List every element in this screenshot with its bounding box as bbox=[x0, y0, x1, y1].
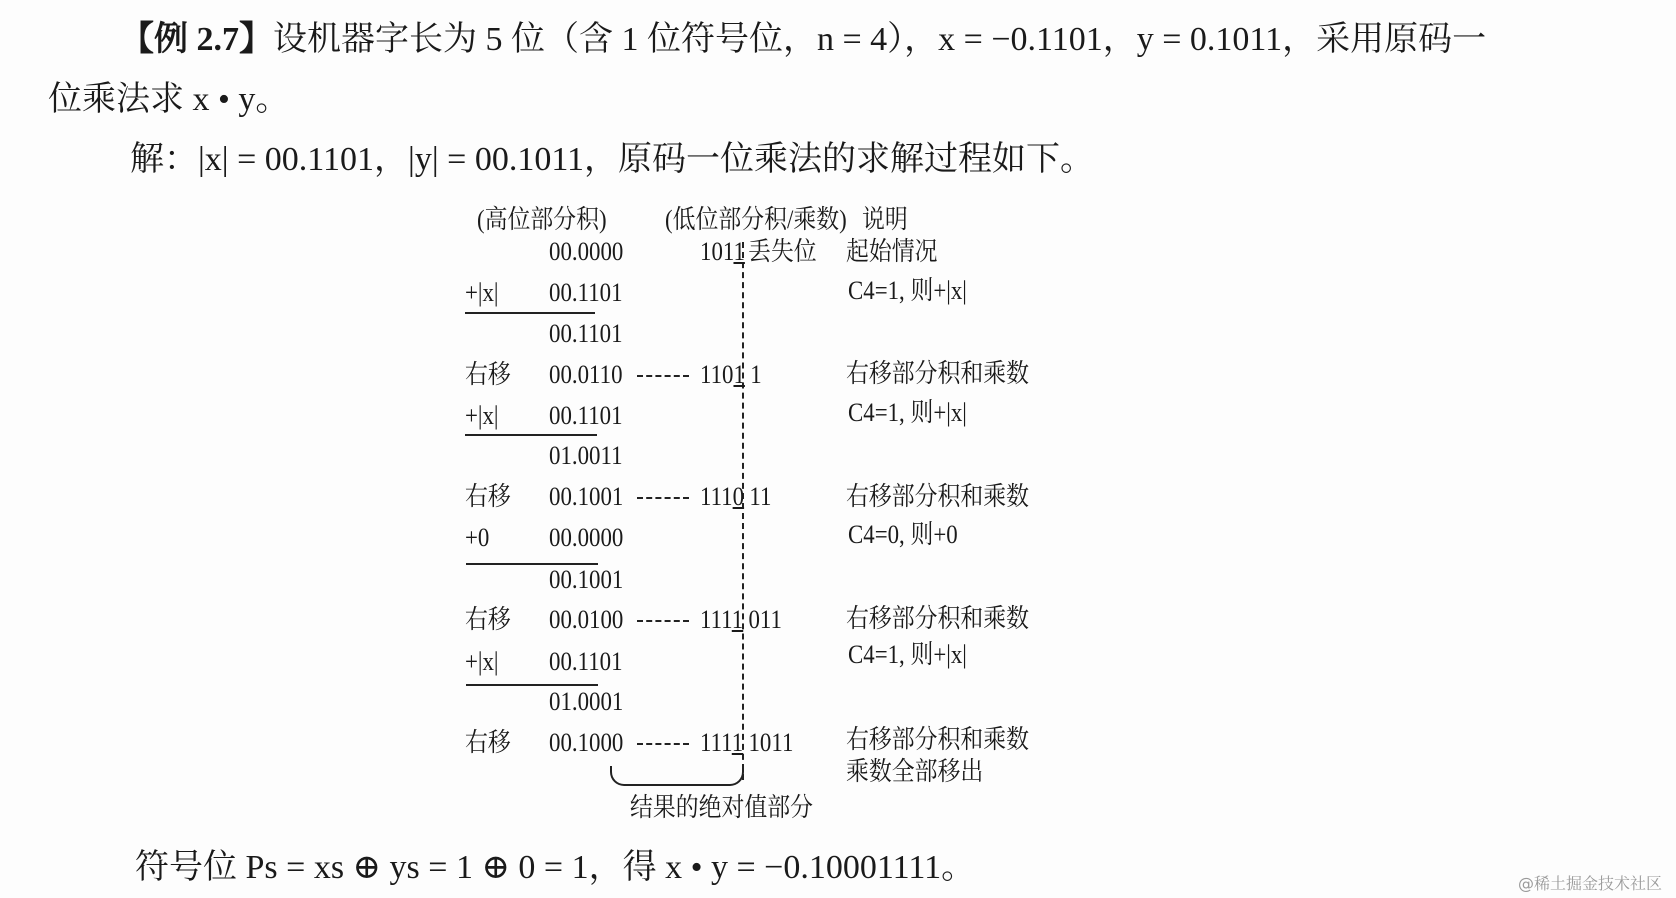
current-multiplier-bit: 1 bbox=[731, 605, 744, 634]
low-prefix: 101 bbox=[700, 237, 734, 266]
high-partial-product: 01.0011 bbox=[549, 441, 623, 470]
shift-dash bbox=[637, 375, 689, 377]
row-operation: +|x| bbox=[465, 647, 499, 676]
intro-text: 设机器字长为 5 位（含 1 位符号位，n = 4），x = −0.1101，y = 0.1011，采用原码一 bbox=[273, 21, 1487, 58]
row-operation: +|x| bbox=[465, 278, 499, 307]
current-multiplier-bit: 1 bbox=[731, 728, 744, 757]
high-partial-product: 00.0000 bbox=[549, 237, 624, 266]
sum-line bbox=[465, 434, 597, 436]
note: 右移部分积和乘数 bbox=[846, 359, 1030, 388]
example-intro-line2: 位乘法求 x • y。 bbox=[48, 81, 290, 118]
high-partial-product: 00.1000 bbox=[549, 728, 624, 757]
high-partial-product: 01.0001 bbox=[549, 687, 624, 716]
header-high: (高位部分积) bbox=[477, 205, 607, 234]
note: 右移部分积和乘数 bbox=[846, 725, 1030, 754]
row-operation: 右移 bbox=[465, 605, 511, 634]
note: C4=1, 则+|x| bbox=[848, 398, 967, 427]
low-prefix: 111 bbox=[700, 728, 732, 757]
high-partial-product: 00.1101 bbox=[549, 278, 623, 307]
high-partial-product: 00.1101 bbox=[549, 319, 623, 348]
shift-dash bbox=[637, 497, 689, 499]
note: 右移部分积和乘数 bbox=[846, 482, 1030, 511]
high-partial-product: 00.1001 bbox=[549, 482, 624, 511]
brace-label: 结果的绝对值部分 bbox=[630, 793, 814, 822]
high-partial-product: 00.1101 bbox=[549, 647, 623, 676]
result-brace bbox=[610, 766, 744, 786]
row-operation: 右移 bbox=[465, 360, 511, 389]
shifted-bits: 11 bbox=[749, 482, 772, 511]
low-prefix: 111 bbox=[700, 605, 732, 634]
sum-line bbox=[466, 563, 598, 565]
current-multiplier-bit: 1 bbox=[733, 360, 745, 389]
shift-dash bbox=[637, 620, 689, 622]
sum-line bbox=[466, 684, 598, 686]
low-prefix: 111 bbox=[700, 482, 733, 511]
header-low: (低位部分积/乘数) bbox=[665, 205, 847, 234]
note: 起始情况 bbox=[846, 237, 938, 266]
shifted-bits: 1 bbox=[750, 360, 762, 389]
low-partial-product bbox=[700, 360, 762, 390]
current-multiplier-bit: 1 bbox=[733, 237, 745, 266]
row-operation: 右移 bbox=[465, 728, 511, 757]
high-partial-product: 00.1101 bbox=[549, 401, 623, 430]
solution-line: 解：|x| = 00.1101，|y| = 00.1011，原码一位乘法的求解过程如下。 bbox=[130, 141, 1095, 178]
note: 乘数全部移出 bbox=[846, 757, 984, 786]
current-multiplier-bit: 0 bbox=[732, 482, 745, 511]
high-partial-product: 00.0000 bbox=[549, 523, 624, 552]
header-note: 说明 bbox=[862, 205, 908, 234]
row-operation: +|x| bbox=[465, 401, 499, 430]
high-partial-product: 00.0110 bbox=[549, 360, 623, 389]
note: C4=1, 则+|x| bbox=[848, 640, 967, 669]
conclusion-line: 符号位 Ps = xs ⊕ ys = 1 ⊕ 0 = 1，得 x • y = −0.10001111。 bbox=[135, 849, 976, 886]
low-partial-product bbox=[700, 482, 771, 512]
example-label: 【例 2.7】 bbox=[120, 21, 273, 58]
low-partial-product bbox=[700, 237, 750, 267]
row-operation: +0 bbox=[465, 523, 490, 552]
high-partial-product: 00.1001 bbox=[549, 565, 624, 594]
low-partial-product bbox=[700, 728, 793, 758]
low-prefix: 110 bbox=[700, 360, 734, 389]
note: C4=0, 则+0 bbox=[848, 520, 958, 549]
example-intro-line1 bbox=[120, 20, 1486, 60]
row-operation: 右移 bbox=[465, 482, 511, 511]
low-partial-product bbox=[700, 605, 782, 635]
shift-dash bbox=[637, 743, 689, 745]
shifted-bits: 011 bbox=[748, 605, 782, 634]
sum-line bbox=[465, 312, 595, 314]
note: 右移部分积和乘数 bbox=[846, 604, 1030, 633]
note: C4=1, 则+|x| bbox=[848, 276, 967, 305]
watermark: @稀土掘金技术社区 bbox=[1517, 874, 1662, 893]
shifted-bits: 1011 bbox=[748, 728, 794, 757]
high-partial-product: 00.0100 bbox=[549, 605, 624, 634]
lost-bit-label: 丢失位 bbox=[748, 237, 817, 266]
